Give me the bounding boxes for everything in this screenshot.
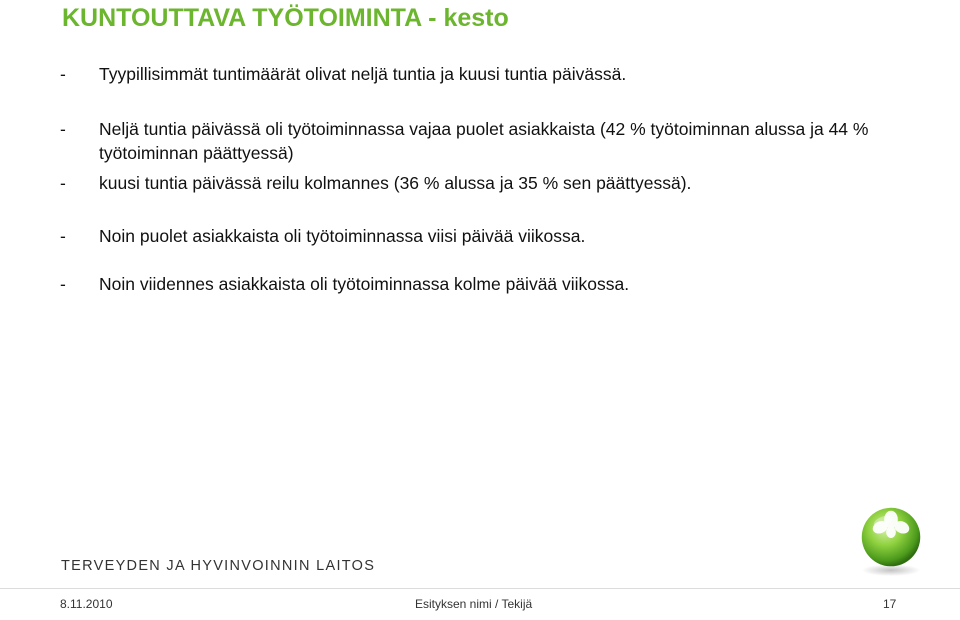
bullet-dash: -	[60, 64, 66, 84]
institute-name: TERVEYDEN JA HYVINVOINNIN LAITOS	[61, 558, 376, 574]
bullet-text: Neljä tuntia päivässä oli työtoiminnassa vajaa puolet asiakkaista (42 % työtoiminnan alussa ja 44 % työtoiminnan päättyessä)	[99, 119, 869, 163]
bullet-dash: -	[60, 274, 66, 294]
bullet-list	[60, 62, 920, 296]
green-orb-logo-icon	[852, 500, 930, 578]
slide-title: KUNTOUTTAVA TYÖTOIMINTA - kesto	[62, 4, 509, 32]
bullet-text: Noin puolet asiakkaista oli työtoiminnassa viisi päivää viikossa.	[99, 226, 586, 246]
footer-page-number: 17	[883, 597, 897, 611]
bullet-dash: -	[60, 173, 66, 193]
bullet-item	[60, 224, 920, 248]
bullet-text: kuusi tuntia päivässä reilu kolmannes (36 % alussa ja 35 % sen päättyessä).	[99, 173, 692, 193]
footer-bar	[0, 588, 960, 620]
bullet-item	[60, 171, 920, 195]
bullet-text: Tyypillisimmät tuntimäärät olivat neljä tuntia ja kuusi tuntia päivässä.	[99, 64, 627, 84]
bullet-text: Noin viidennes asiakkaista oli työtoiminnassa kolme päivää viikossa.	[99, 274, 630, 294]
bullet-dash: -	[60, 119, 66, 139]
bullet-item	[60, 272, 920, 296]
footer-presentation-label: Esityksen nimi / Tekijä	[415, 597, 533, 611]
footer-date: 8.11.2010	[60, 597, 113, 611]
bullet-dash: -	[60, 226, 66, 246]
bullet-item	[60, 62, 920, 86]
bullet-item	[60, 117, 920, 165]
